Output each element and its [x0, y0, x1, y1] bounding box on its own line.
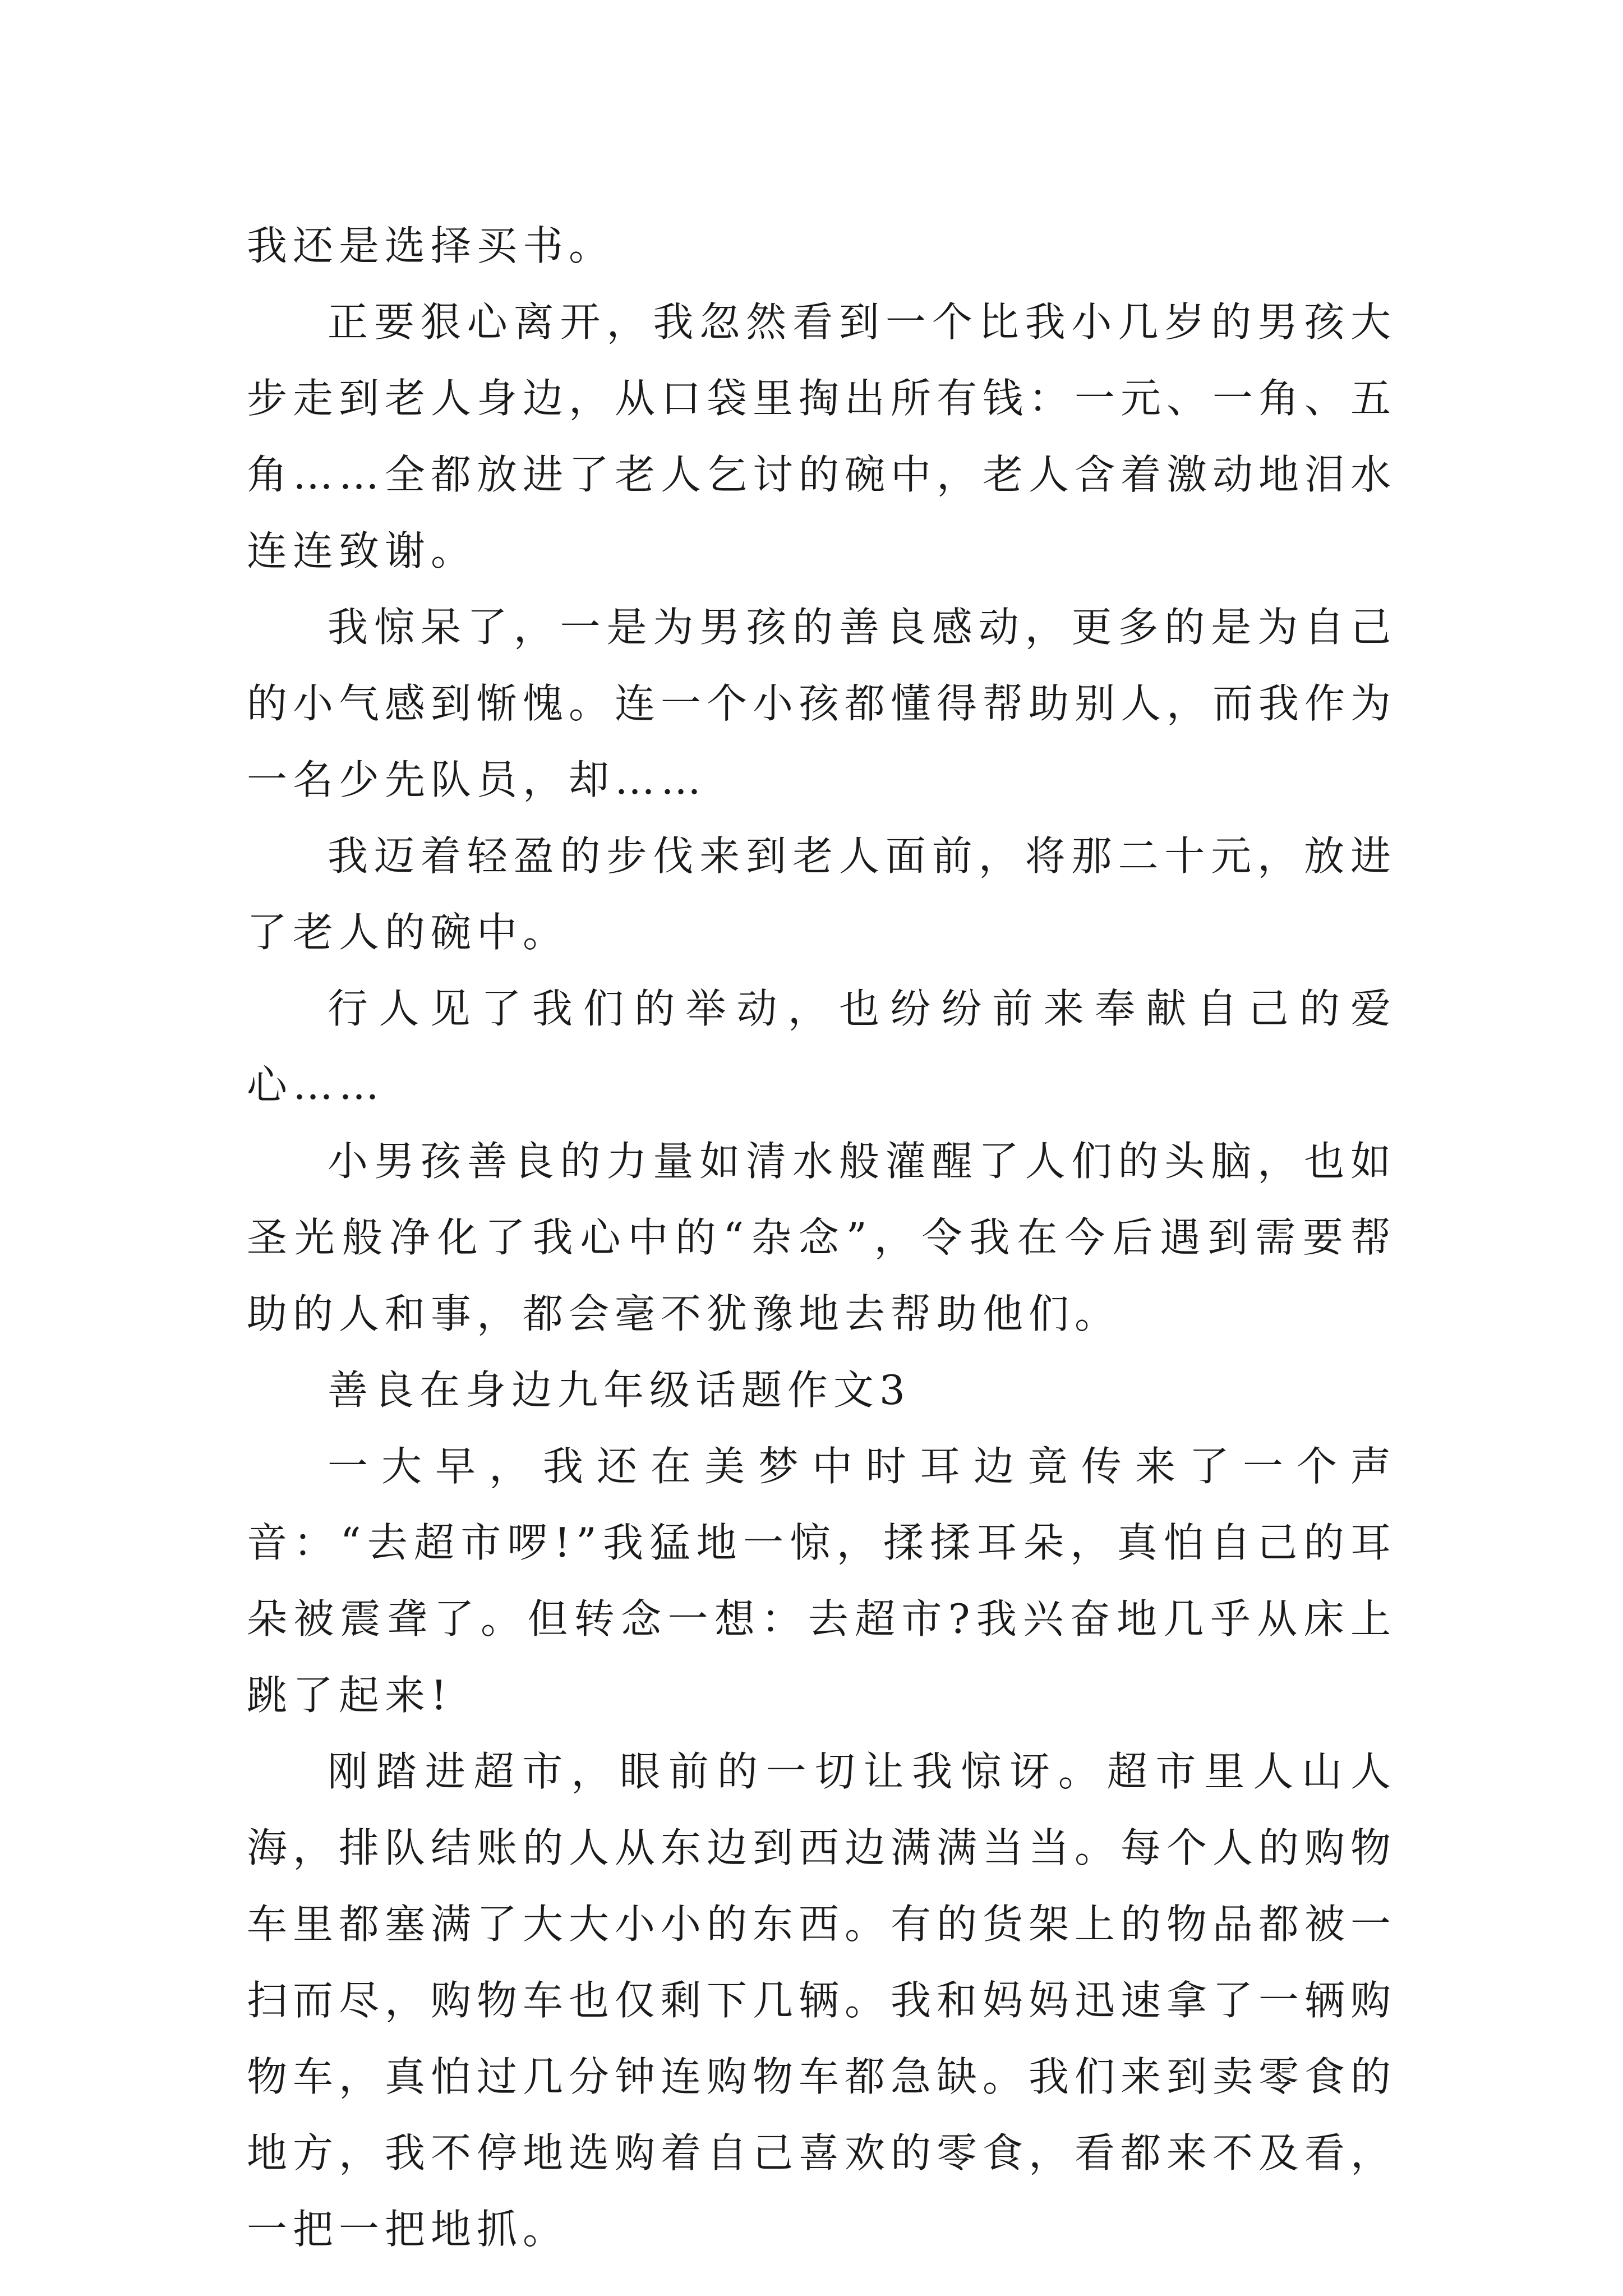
paragraph: 刚踏进超市，眼前的一切让我惊讶。超市里人山人海，排队结账的人从东边到西边满满当当。每个人的购物车里都塞满了大大小小的东西。有的货架上的物品都被一扫而尽，购物车也仅剩下几辆。我和妈妈迅速拿了一辆购物车，真怕过几分钟连购物车都急缺。我们来到卖零食的地方，我不停地选购着自己喜欢的零食，看都来不及看，一把一把地抓。	[247, 1748, 1397, 2253]
section-heading: 善良在身边九年级话题作文3	[328, 1366, 911, 1414]
paragraph: 我还是选择买书。	[247, 222, 615, 269]
paragraph: 正要狠心离开，我忽然看到一个比我小几岁的男孩大步走到老人身边，从口袋里掏出所有钱：一元、一角、五角……全都放进了老人乞讨的碗中，老人含着激动地泪水连连致谢。	[247, 298, 1397, 574]
paragraph: 我惊呆了，一是为男孩的善良感动，更多的是为自己的小气感到惭愧。连一个小孩都懂得帮助别人，而我作为一名少先队员，却……	[247, 604, 1397, 803]
paragraph: 我迈着轻盈的步伐来到老人面前，将那二十元，放进了老人的碗中。	[247, 832, 1396, 956]
paragraph: 小男孩善良的力量如清水般灌醒了人们的头脑，也如圣光般净化了我心中的“杂念”，令我在今后遇到需要帮助的人和事，都会毫不犹豫地去帮助他们。	[247, 1138, 1396, 1337]
paragraph: 行人见了我们的举动，也纷纷前来奉献自己的爱心……	[247, 985, 1396, 1108]
document-body	[247, 208, 1396, 2267]
paragraph: 一大早，我还在美梦中时耳边竟传来了一个声音：“去超市啰!”我猛地一惊，揉揉耳朵，真怕自己的耳朵被震聋了。但转念一想：去超市?我兴奋地几乎从床上跳了起来!	[247, 1443, 1396, 1719]
